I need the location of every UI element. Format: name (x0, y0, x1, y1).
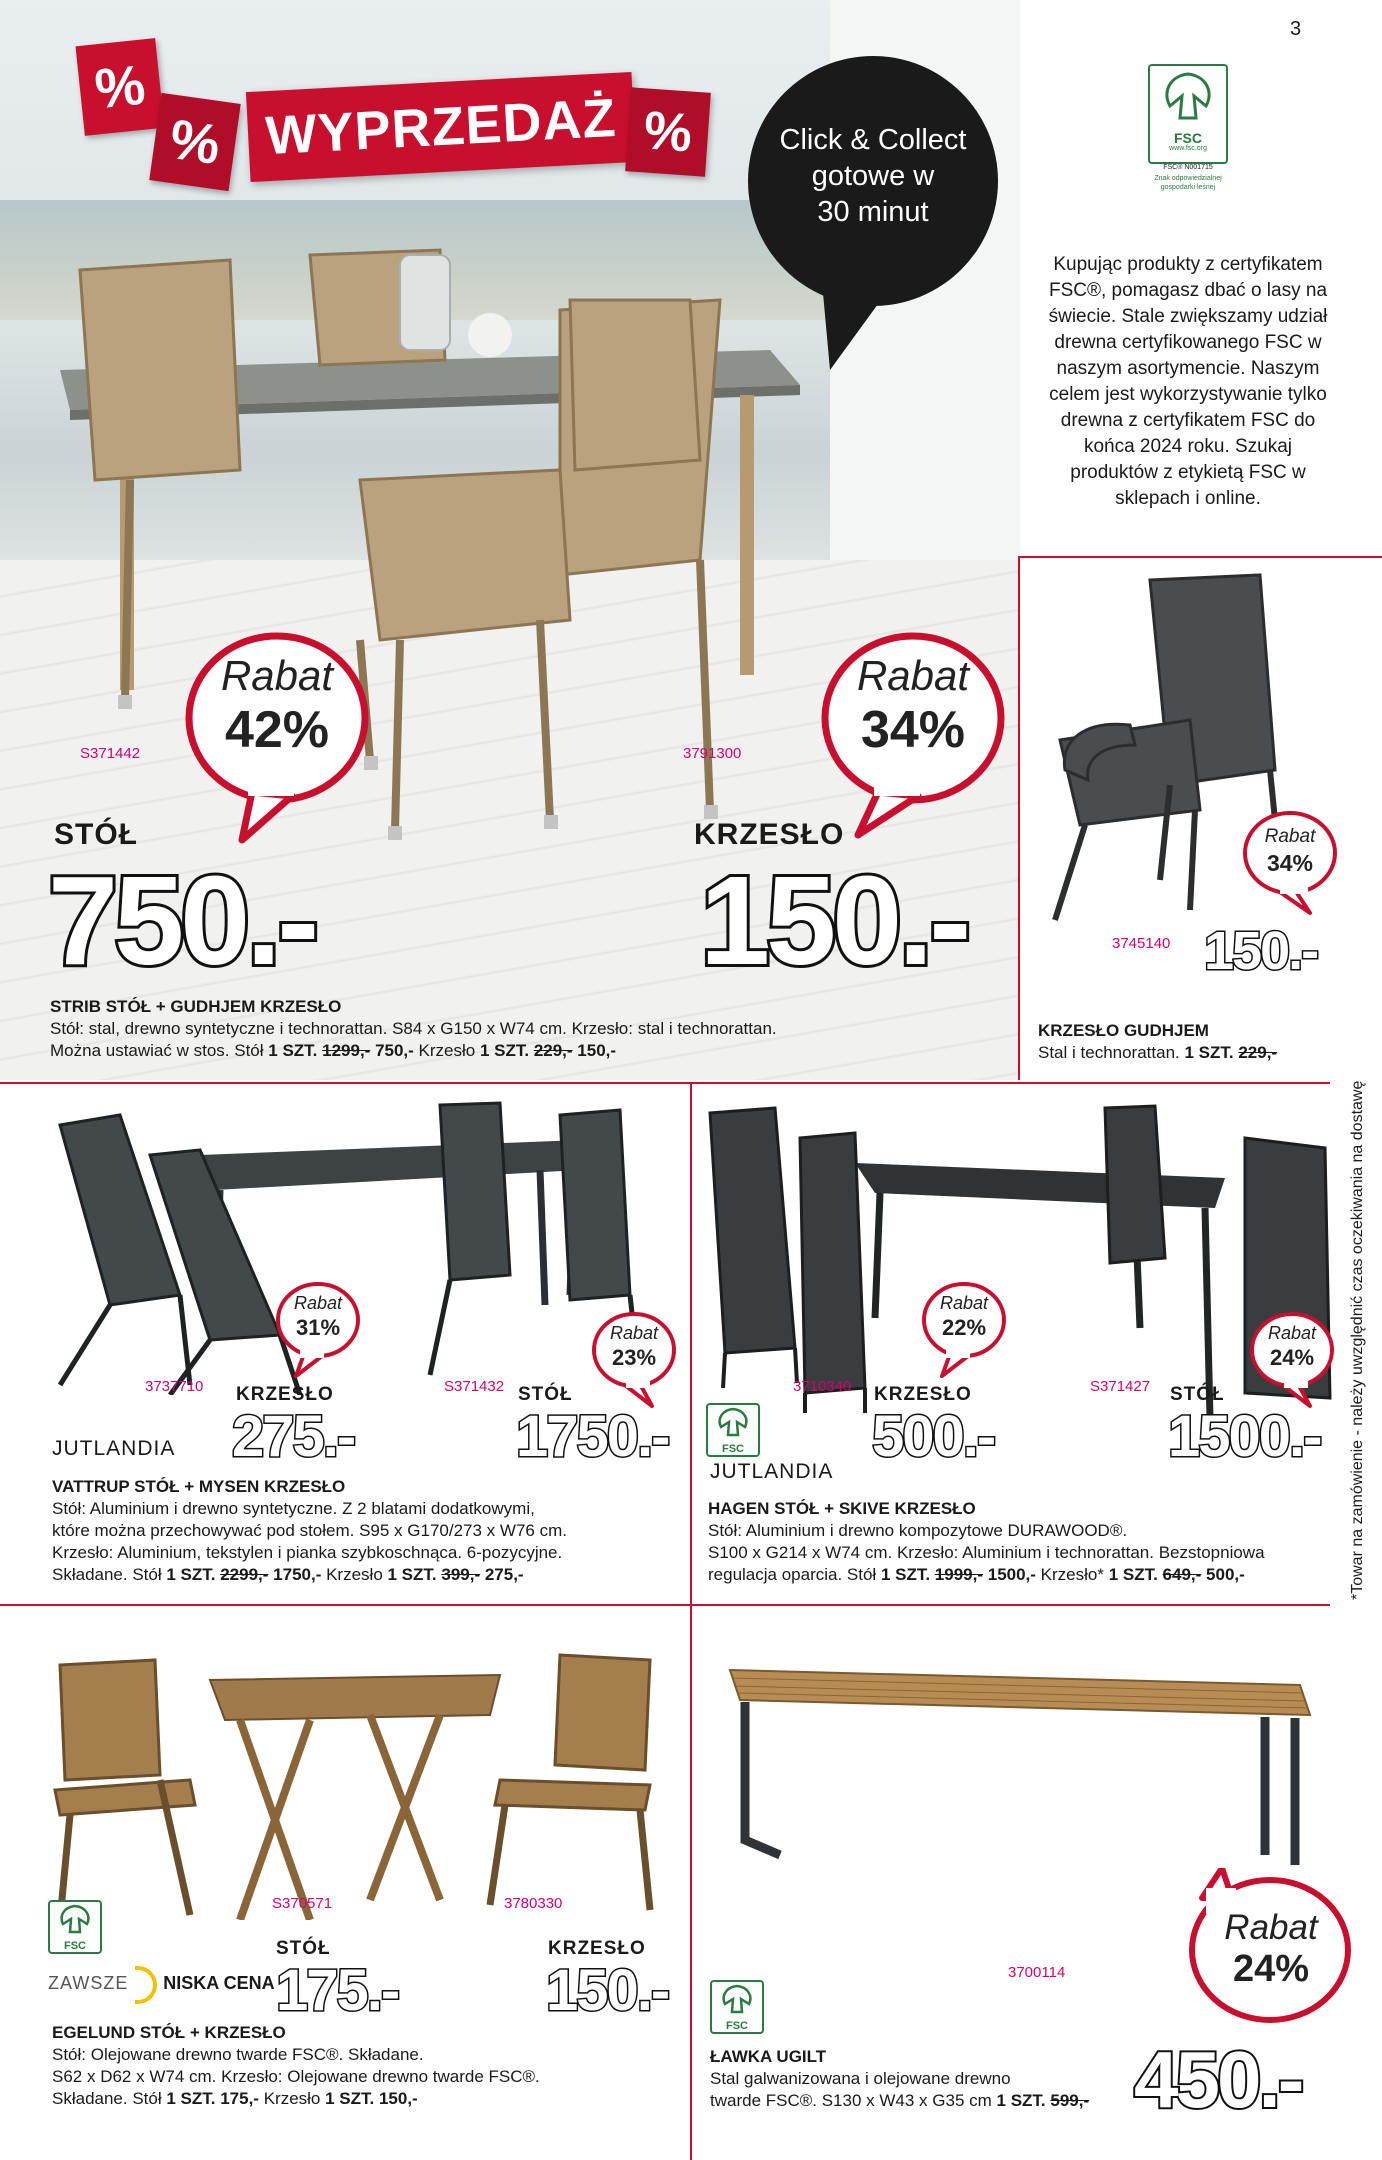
egelund-line1: Stół: Olejowane drewno twarde FSC®. Składane. (52, 2045, 424, 2064)
rabat-value: 22% (941, 1315, 987, 1340)
click-collect-line1: Click & Collect (779, 124, 967, 156)
click-collect-text (748, 122, 998, 230)
vattrup-table-label: STÓŁ (518, 1384, 573, 1405)
sku-hagen-table: S371427 (1090, 1378, 1151, 1395)
hagen-line1: Stół: Aluminium i drewno kompozytowe DURAWOOD®. (708, 1521, 1128, 1540)
hagen-title: HAGEN STÓŁ + SKIVE KRZESŁO (708, 1499, 976, 1518)
jutlandia-logo: JUTLANDIA (52, 1437, 176, 1460)
rabat-label: Rabat (609, 1323, 659, 1343)
sale-tag-right (625, 87, 711, 176)
vattrup-line3: Krzesło: Aluminium, tekstylen i pianka szybkoschnąca. 6-pozycyjne. (52, 1543, 563, 1562)
percent-sign: % (91, 52, 148, 121)
sku-vattrup-chair: 3737710 (145, 1378, 204, 1395)
zawsze-niska-cena-logo (48, 1966, 275, 2002)
rabat-bubble-vattrup-chair (274, 1280, 362, 1358)
fsc-badge (706, 1403, 760, 1457)
hero-description (50, 996, 970, 1062)
fsc-badge-text: FSC (722, 1443, 744, 1455)
fsc-badge (710, 1980, 764, 2034)
sku-vattrup-table: S371432 (444, 1378, 505, 1395)
hagen-table-price: 1500.- (1168, 1404, 1321, 1469)
rabat-label: Rabat (1264, 826, 1316, 847)
chair-price: 150.- (700, 850, 968, 991)
sku-table: S371442 (80, 745, 141, 762)
hagen-chair-price: 500.- (872, 1404, 995, 1469)
rabat-bubble-ugilt (1182, 1868, 1352, 2028)
fsc-logo-name: FSC (1174, 130, 1202, 146)
sale-tag-left (76, 38, 165, 136)
rabat-label: Rabat (220, 652, 334, 699)
sku-egelund-chair: 3780330 (504, 1895, 563, 1912)
jutlandia-logo: JUTLANDIA (710, 1460, 834, 1483)
percent-sign: % (166, 106, 225, 177)
rabat-label: Rabat (1267, 1323, 1317, 1343)
vattrup-line4: Składane. Stół 1 SZT. 2299,- 1750,- Krzesło 1 SZT. 399,- 275,- (52, 1565, 524, 1584)
egelund-chair-label: KRZESŁO (548, 1938, 646, 1959)
ugilt-price: 450.- (1134, 2035, 1302, 2124)
fsc-info-text: Kupując produkty z certyfikatem FSC®, pomagasz dbać o lasy na świecie. Stale zwiększamy udział drewna certyfikowanego FSC w naszym asortymencie. Naszym celem jest wykorzystywanie tylko drewna z certyfikatem FSC do końca 2024 roku. Szukaj produktów z etykietą FSC w sklepach i online. (1048, 254, 1328, 509)
fsc-tree-icon (708, 1405, 758, 1439)
niska-cena-text: NISKA CENA (163, 1973, 275, 1994)
rabat-label: Rabat (856, 652, 970, 699)
egelund-line3: Składane. Stół 1 SZT. 175,- Krzesło 1 SZT. 150,- (52, 2089, 418, 2108)
table-price: 750.- (48, 850, 316, 991)
hero-line2: Można ustawiać w stos. Stół 1 SZT. 1299,- 750,- Krzesło 1 SZT. 229,- 150,- (50, 1041, 617, 1060)
hagen-line2: S100 x G214 x W74 cm. Krzesło: Aluminium i technorattan. Bezstopniowa (708, 1543, 1265, 1562)
rabat-bubble-hagen-chair (920, 1280, 1008, 1358)
rabat-label: Rabat (1224, 1908, 1318, 1947)
rabat-bubble-hagen-table (1248, 1310, 1336, 1388)
rabat-label: Rabat (939, 1293, 989, 1313)
rabat-value: 23% (611, 1345, 657, 1370)
rabat-value: 42% (224, 701, 330, 759)
rabat-value: 34% (1266, 850, 1314, 876)
fsc-caption (1138, 174, 1238, 192)
fsc-logo (1148, 64, 1228, 164)
egelund-table-price: 175.- (276, 1958, 399, 2023)
ugilt-description (710, 2046, 1140, 2112)
hagen-line3: regulacja oparcia. Stół 1 SZT. 1999,- 1500,- Krzesło* 1 SZT. 649,- 500,- (708, 1565, 1245, 1584)
fsc-tree-icon (50, 1902, 100, 1936)
rabat-bubble-table (182, 630, 372, 806)
fsc-tree-icon (712, 1982, 762, 2016)
page-number: 3 (1290, 18, 1302, 40)
vattrup-chair-price: 275.- (232, 1404, 355, 1469)
vattrup-title: VATTRUP STÓŁ + MYSEN KRZESŁO (52, 1477, 346, 1496)
egelund-title: EGELUND STÓŁ + KRZESŁO (52, 2023, 286, 2042)
click-collect-line2: gotowe w (811, 160, 935, 192)
fsc-caption-2: gospodarki leśnej (1160, 184, 1216, 191)
gudhjem-description (1038, 1020, 1338, 1064)
hagen-table-label: STÓŁ (1170, 1384, 1225, 1405)
hero-line1: Stół: stal, drewno syntetyczne i technorattan. S84 x G150 x W74 cm. Krzesło: stal i technorattan. (50, 1019, 777, 1038)
zawsze-text: ZAWSZE (48, 1973, 129, 1994)
vattrup-description (52, 1476, 682, 1586)
hero-title: STRIB STÓŁ + GUDHJEM KRZESŁO (50, 997, 342, 1016)
vattrup-line2: które można przechowywać pod stołem. S95 x G170/273 x W76 cm. (52, 1521, 567, 1540)
rabat-value: 24% (1232, 1948, 1310, 1990)
rabat-label: Rabat (293, 1293, 343, 1313)
click-collect-line3: 30 minut (817, 196, 929, 228)
rabat-bubble-chair (818, 630, 1008, 806)
sku-egelund-table: S370571 (272, 1895, 333, 1912)
logo-arc-icon (135, 1966, 157, 2004)
sku-hagen-chair: 3710340 (793, 1378, 852, 1395)
sku-gudhjem: 3745140 (1112, 935, 1171, 952)
ugilt-line2: twarde FSC®. S130 x W43 x G35 cm 1 SZT. 599,- (710, 2091, 1090, 2110)
sale-text: WYPRZEDAŻ (264, 87, 618, 167)
fsc-badge-text: FSC (64, 1940, 86, 1952)
ugilt-title: ŁAWKA UGILT (710, 2047, 827, 2066)
vattrup-line1: Stół: Aluminium i drewno syntetyczne. Z 2 blatami dodatkowymi, (52, 1499, 535, 1518)
chair-label: KRZESŁO (694, 818, 845, 851)
ugilt-bench-image (720, 1640, 1320, 1880)
gudhjem-title: KRZESŁO GUDHJEM (1038, 1021, 1209, 1040)
divider (690, 1082, 692, 2160)
rabat-value: 24% (1269, 1345, 1315, 1370)
fsc-tree-icon (1150, 66, 1226, 126)
bubble-tail (820, 260, 910, 380)
table-label: STÓŁ (54, 818, 138, 851)
egelund-description (52, 2022, 682, 2110)
fsc-logo-site: www.fsc.org (1169, 145, 1207, 152)
side-note: *Towar na zamówienie - należy uwzględnić czas oczekiwania na dostawę (1349, 1080, 1366, 1600)
rabat-value: 31% (295, 1315, 341, 1340)
egelund-line2: S62 x D62 x W74 cm. Krzesło: Olejowane drewno twarde FSC®. (52, 2067, 540, 2086)
egelund-chair-price: 150.- (546, 1958, 669, 2023)
egelund-table-label: STÓŁ (276, 1938, 331, 1959)
divider (1018, 556, 1382, 558)
sku-ugilt: 3700114 (1008, 1964, 1066, 1981)
fsc-code: FSC® N001715 (1163, 164, 1213, 171)
divider (0, 1604, 1330, 1606)
divider (0, 1082, 1330, 1084)
sku-chair: 3791300 (683, 745, 742, 762)
fsc-badge (48, 1900, 102, 1954)
vattrup-chair-label: KRZESŁO (236, 1384, 334, 1405)
divider (1018, 556, 1020, 1080)
gudhjem-desc: Stal i technorattan. 1 SZT. 229,- (1038, 1043, 1278, 1062)
percent-sign: % (641, 100, 695, 164)
rabat-bubble-gudhjem (1240, 808, 1340, 894)
hagen-description (708, 1498, 1348, 1586)
hagen-chair-label: KRZESŁO (874, 1384, 972, 1405)
rabat-bubble-vattrup-table (590, 1310, 678, 1388)
gudhjem-price: 150.- (1204, 921, 1318, 981)
rabat-value: 34% (860, 701, 966, 759)
vattrup-table-price: 1750.- (516, 1404, 669, 1469)
egelund-set-image (40, 1620, 680, 1920)
ugilt-line1: Stal galwanizowana i olejowane drewno (710, 2069, 1011, 2088)
fsc-caption-1: Znak odpowiedzialnej (1154, 175, 1222, 182)
fsc-badge-text: FSC (726, 2020, 748, 2032)
sale-tag-left-2 (149, 93, 240, 191)
